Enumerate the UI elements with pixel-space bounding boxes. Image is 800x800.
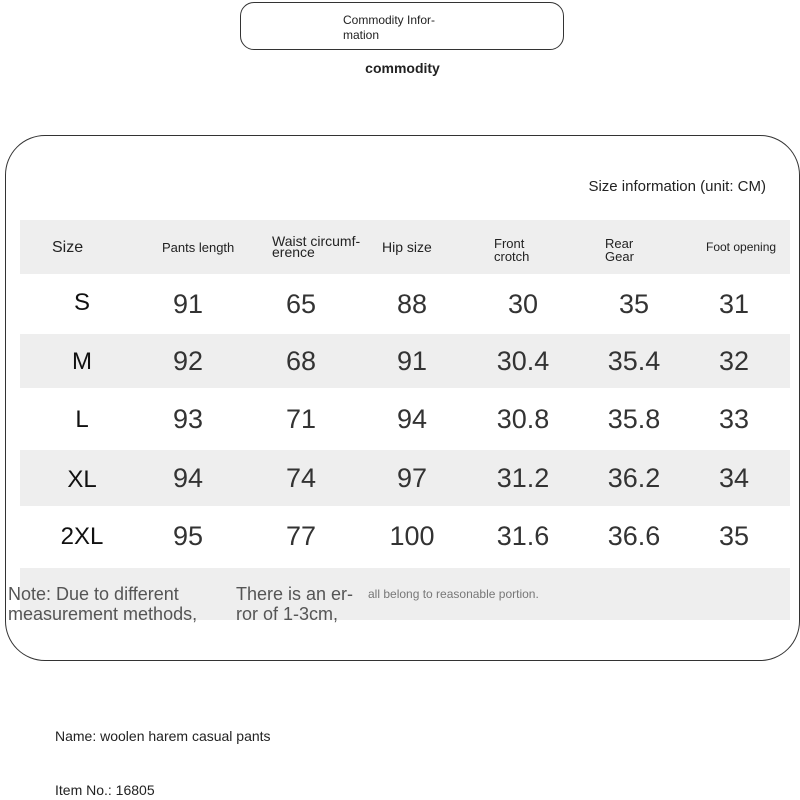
pants-length-cell: 95 bbox=[172, 521, 204, 551]
front-crotch-cell: 31.6 bbox=[496, 521, 550, 551]
item-number: Item No.: 16805 bbox=[55, 782, 155, 798]
subtitle: commodity bbox=[365, 60, 440, 76]
pants-length-cell: 93 bbox=[172, 404, 204, 434]
header-box bbox=[240, 2, 564, 50]
hip-cell: 94 bbox=[396, 404, 428, 434]
pants-length-cell: 94 bbox=[172, 463, 204, 493]
note-text-reasonable: all belong to reasonable portion. bbox=[368, 587, 539, 601]
front-crotch-cell: 30.4 bbox=[496, 346, 550, 376]
table-row bbox=[20, 390, 790, 448]
size-cell: M bbox=[72, 348, 92, 375]
rear-gear-cell: 35.4 bbox=[607, 346, 661, 376]
hip-cell: 97 bbox=[396, 463, 428, 493]
rear-gear-cell: 35.8 bbox=[607, 404, 661, 434]
table-row bbox=[20, 508, 790, 566]
foot-opening-cell: 34 bbox=[718, 463, 750, 493]
col-header-front-crotch: Front crotch bbox=[494, 236, 530, 264]
foot-opening-cell: 32 bbox=[718, 346, 750, 376]
unit-label: Size information (unit: CM) bbox=[588, 178, 766, 195]
col-header-foot-opening: Foot opening bbox=[706, 240, 777, 254]
foot-opening-cell: 33 bbox=[718, 404, 750, 434]
col-header-size: Size bbox=[52, 239, 84, 256]
size-cell: XL bbox=[67, 466, 97, 493]
header-box-label: Commodity Infor- mation bbox=[343, 13, 436, 42]
rear-gear-cell: 36.6 bbox=[607, 521, 661, 551]
foot-opening-cell: 31 bbox=[718, 289, 750, 319]
col-header-rear-gear: Rear Gear bbox=[605, 236, 634, 264]
front-crotch-cell: 30 bbox=[507, 289, 539, 319]
col-header-hip: Hip size bbox=[382, 239, 432, 255]
table-row bbox=[20, 450, 790, 506]
table-row bbox=[20, 334, 790, 388]
size-cell: 2XL bbox=[60, 523, 104, 550]
col-header-pants-length: Pants length bbox=[162, 240, 235, 255]
col-header-waist: Waist circumf- erence bbox=[272, 233, 361, 260]
note-text-error: There is an er- ror of 1-3cm, bbox=[236, 584, 354, 624]
hip-cell: 91 bbox=[396, 346, 428, 376]
table-row bbox=[20, 276, 790, 332]
waist-cell: 74 bbox=[285, 463, 317, 493]
waist-cell: 71 bbox=[285, 404, 317, 434]
pants-length-cell: 92 bbox=[172, 346, 204, 376]
waist-cell: 77 bbox=[285, 521, 317, 551]
product-name: Name: woolen harem casual pants bbox=[55, 728, 271, 744]
rear-gear-cell: 35 bbox=[618, 289, 650, 319]
pants-length-cell: 91 bbox=[172, 289, 204, 319]
size-cell: L bbox=[75, 406, 89, 433]
waist-cell: 65 bbox=[285, 289, 317, 319]
note-text: Note: Due to different measurement methods, bbox=[8, 584, 198, 624]
front-crotch-cell: 30.8 bbox=[496, 404, 550, 434]
front-crotch-cell: 31.2 bbox=[496, 463, 550, 493]
hip-cell: 100 bbox=[389, 521, 435, 551]
size-cell: S bbox=[73, 289, 90, 316]
table-header-row bbox=[20, 220, 790, 274]
foot-opening-cell: 35 bbox=[718, 521, 750, 551]
hip-cell: 88 bbox=[396, 289, 428, 319]
waist-cell: 68 bbox=[285, 346, 317, 376]
rear-gear-cell: 36.2 bbox=[607, 463, 661, 493]
